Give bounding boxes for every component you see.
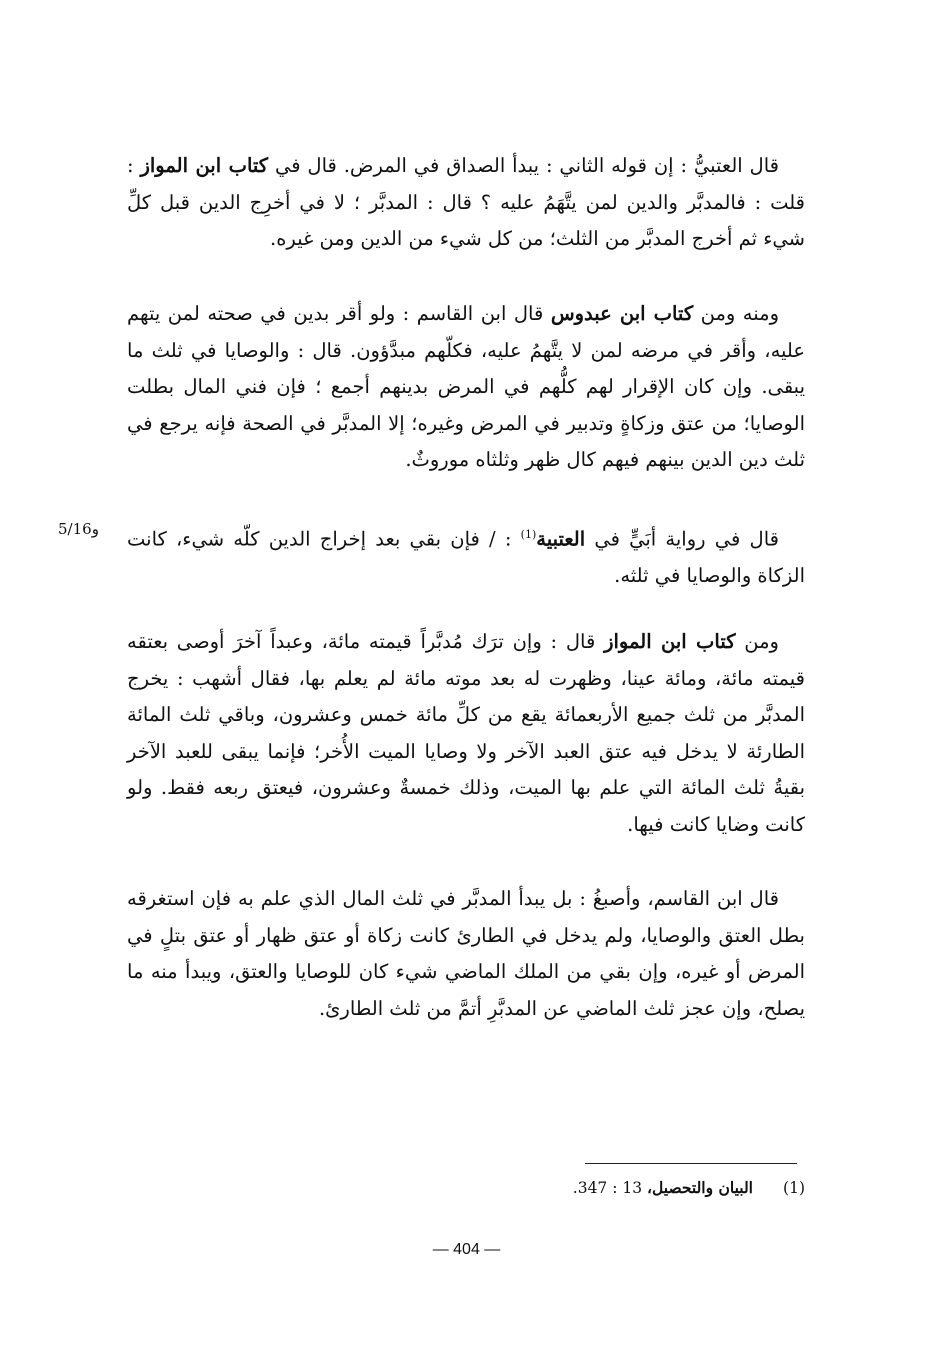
paragraph-5	[127, 881, 805, 1027]
margin-folio-note: 5/16و	[58, 520, 99, 538]
paragraph-1-text-a: قال العتبيُّ : إن قوله الثاني : يبدأ الصداق في المرض. قال في	[268, 154, 779, 177]
paragraph-2	[127, 296, 805, 479]
footnote-divider	[585, 1163, 797, 1164]
paragraph-4-text-b: قال : وإن ترَك مُدبَّراً قيمته مائة، وعبداً آخرَ أوصى بعتقه قيمته مائة، ومائة عينا، وظهرت له بعد موته مائة لم يعلم بها، فقال أشهب : يخرج المدبَّر من ثلث جميع الأربعمائة يقع من كلِّ مائة خمس وعشرون، وباقي ثلث المائة الطارئة لا يدخل فيه عتق العبد الآخر ولا وصايا الميت الأُخر؛ فإنما يبقى للعبد الآخر بقيةُ ثلث المائة التي علم بها الميت، وذلك خمسةٌ وعشرون، فيعتق ربعه فقط. ولو كانت وضايا كانت فيها.	[127, 630, 805, 836]
paragraph-1-text-b: : قلت : فالمدبَّر والدين لمن يتَّهَمُ عليه ؟ قال : المدبَّر ؛ لا في أخرِج الدين قبل كلِّ شيء ثم أخرج المدبَّر من الثلث؛ من كل شيء من الدين ومن غيره.	[127, 154, 805, 251]
footnote-source: البيان والتحصيل،	[647, 1178, 753, 1197]
footnote-number: (1)	[783, 1179, 805, 1197]
page-number: — 404 —	[432, 1241, 501, 1258]
paragraph-4-source-title: كتاب ابن المواز	[604, 630, 736, 653]
paragraph-5-text-a: قال ابن القاسم، وأصبغُ : بل يبدأ المدبَّر في ثلث المال الذي علم به فإن استغرقه بطل العتق والوصايا، ولم يدخل في الطارئ كانت زكاة أو عتق ظهار أو عتق بتلٍ في المرض أو غيره، وإن بقي من الملك الماضي شيء كان للوصايا والعتق، ويبدأ منه ما يصلح، وإن عجز ثلث الماضي عن المدبَّرِ أتمَّ من ثلث الطارئ.	[127, 887, 805, 1020]
paragraph-1	[127, 148, 805, 258]
paragraph-2-text-a: ومنه ومن	[693, 302, 779, 325]
paragraph-2-text-b: قال ابن القاسم : ولو أقر بدين في صحته لمن يتهم عليه، وأقر في مرضه لمن لا يتَّهمُ عليه، فكلّهم مبدَّؤون. قال : والوصايا في ثلث ما يبقى. وإن كان الإقرار لهم كلُّهم في المرض بدينهم أجمع ؛ فإن فني المال بطلت الوصايا؛ من عتق وزكاةٍ وتدبير في المرض وغيره؛ إلا المدبَّر في الصحة فإنه يرجع في ثلث دين الدين بينهم فيهم كال ظهر وثلثاه موروثٌ.	[127, 302, 805, 472]
footnote	[405, 1178, 805, 1197]
paragraph-2-source-title: كتاب ابن عبدوس	[550, 302, 694, 325]
footnote-reference-text: 13 : 347.	[572, 1179, 648, 1197]
paragraph-1-source-title: كتاب ابن المواز	[140, 154, 269, 177]
footnote-reference: (1)	[520, 528, 537, 541]
paragraph-3-source-title: العتبية	[536, 527, 586, 551]
paragraph-4-text-a: ومن	[735, 630, 779, 653]
paragraph-4	[127, 624, 805, 844]
paragraph-3-text-a: قال في رواية أبَيٍّ في	[585, 527, 779, 551]
paragraph-3	[127, 517, 805, 595]
paragraph-3-text-b: : / فإن بقي بعد إخراج الدين كلّه شيء، كانت الزكاة والوصايا في ثلثه.	[127, 527, 805, 588]
